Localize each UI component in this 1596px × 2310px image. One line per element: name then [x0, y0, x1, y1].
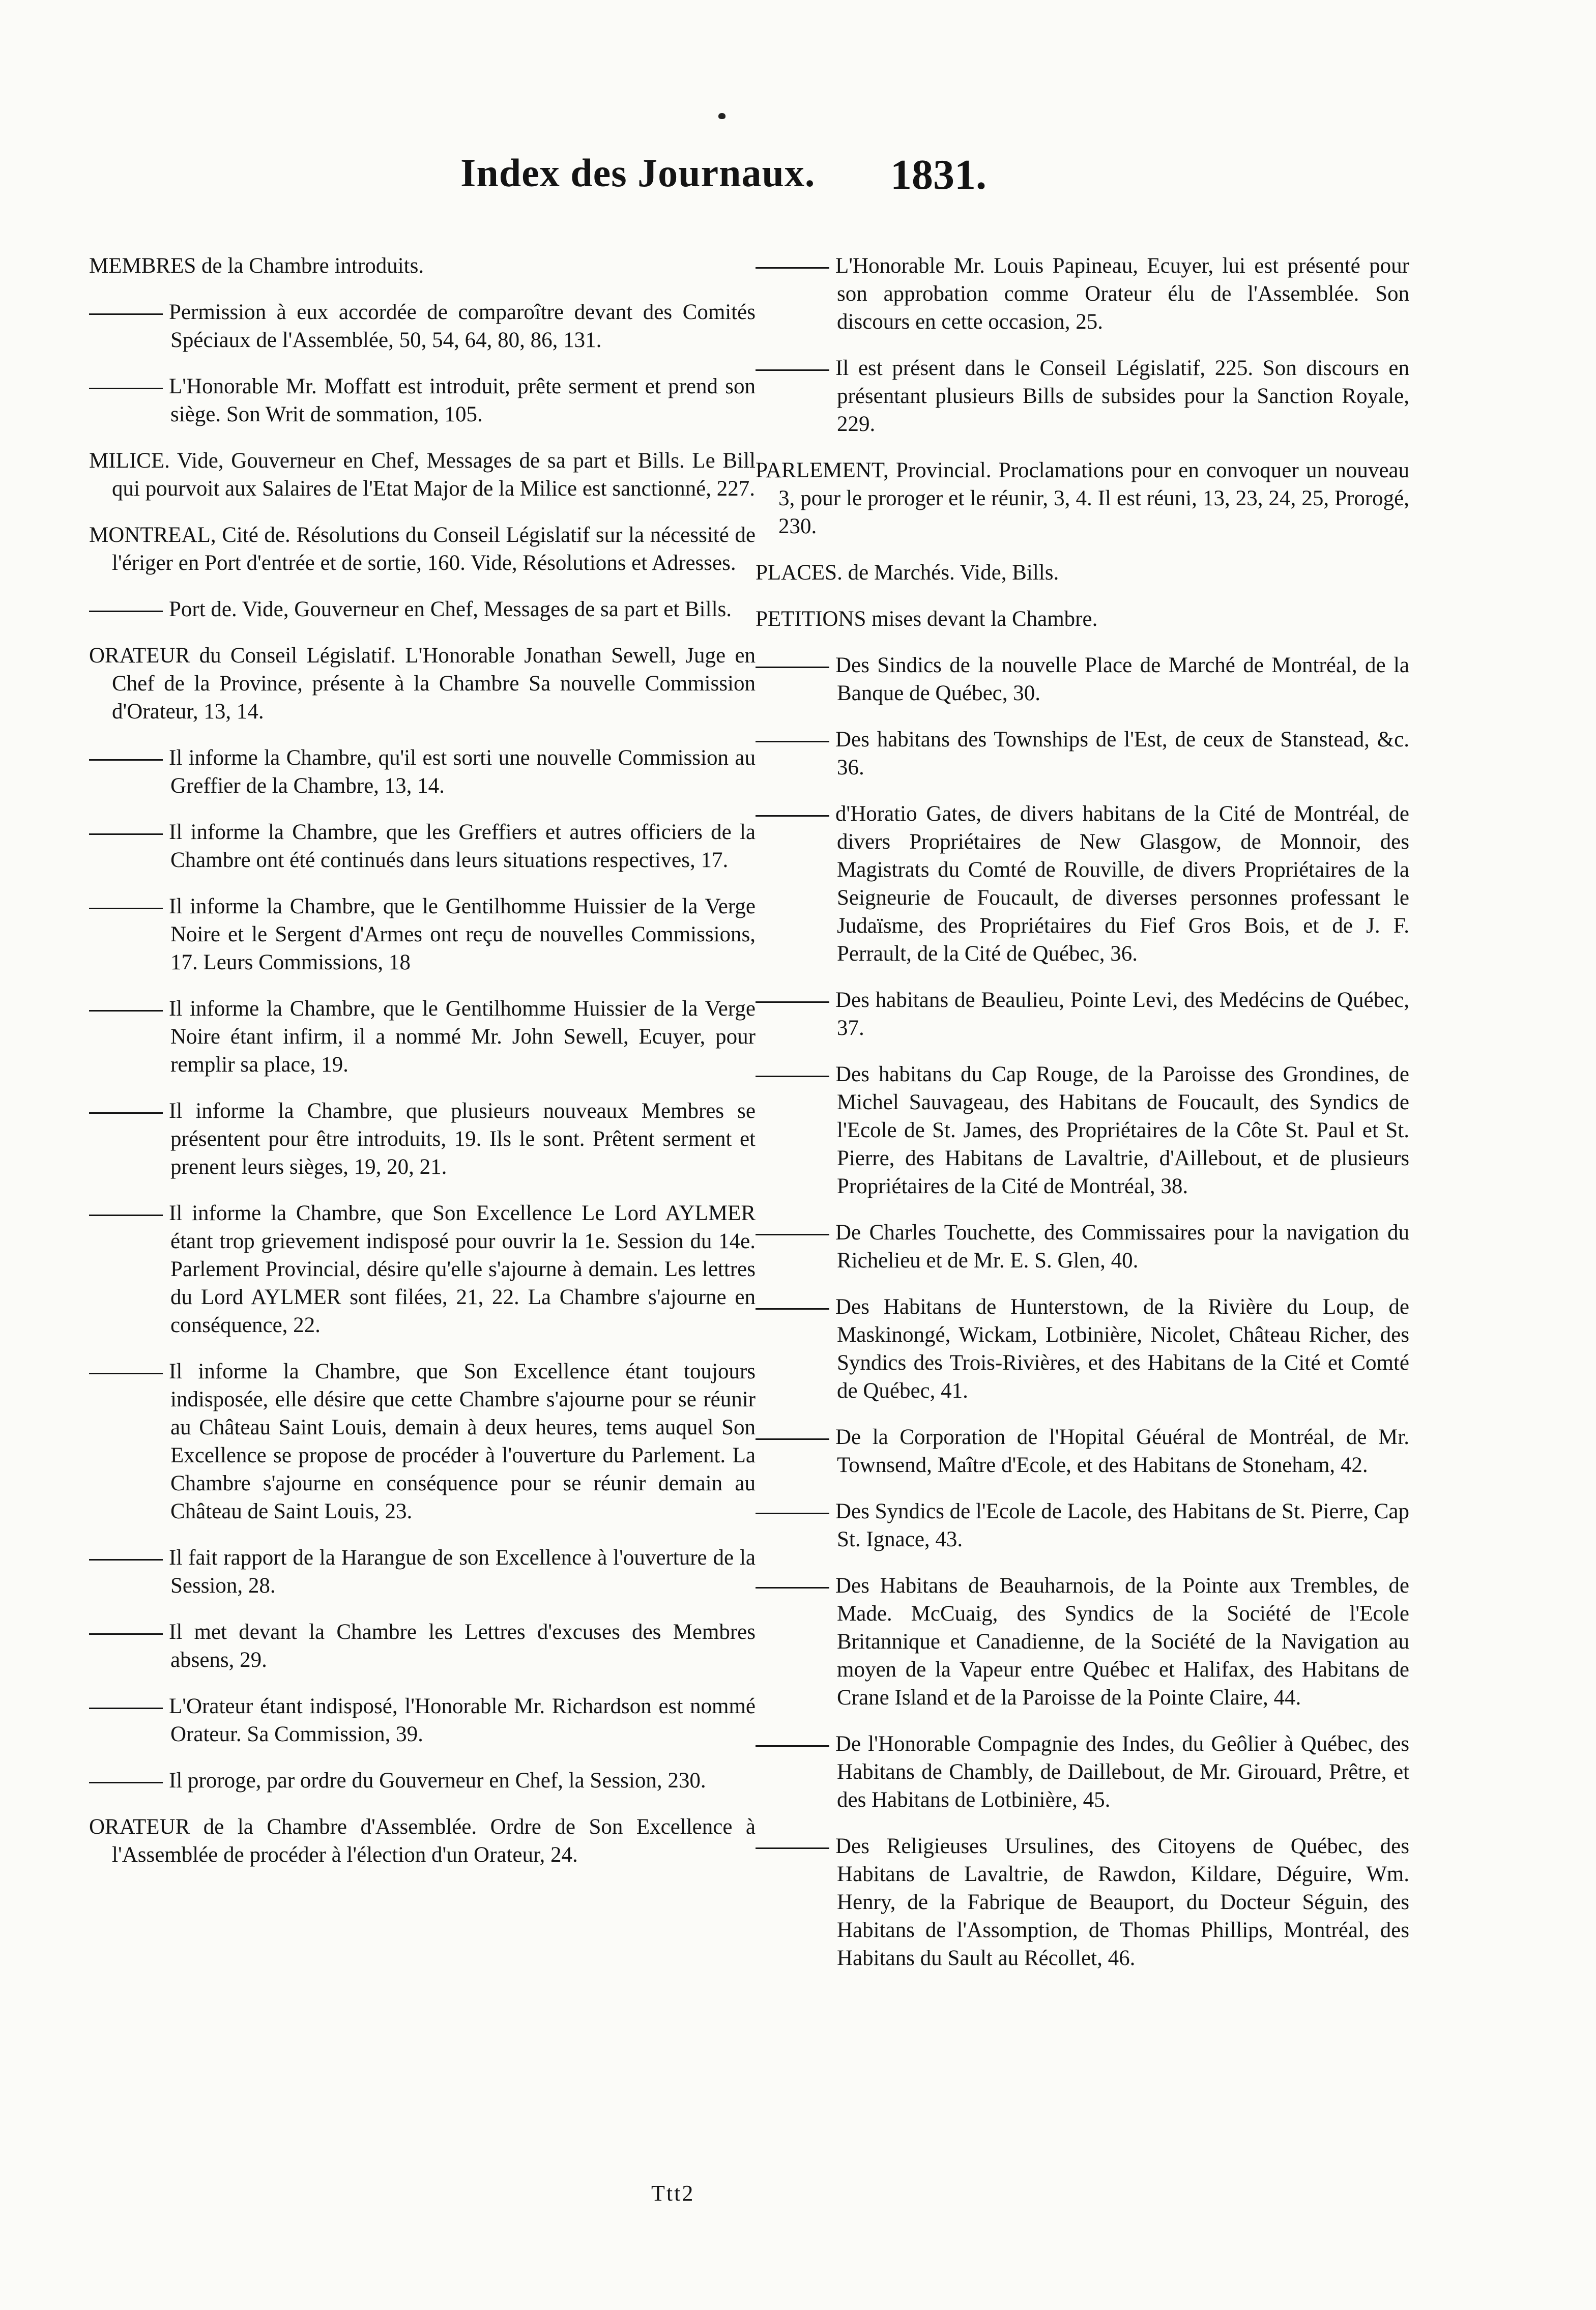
entry-heading: MONTREAL,	[89, 523, 216, 547]
entry-text: Il informe la Chambre, que Son Excellence étant toujours indisposée, elle désire que cette Chambre s'ajourne pour se réunir au Château Saint Louis, demain à deux heures, tems auquel Son Excellence se propose de procéder à l'ouverture du Parlement. La Chambre s'ajourne en conséquence pour se réunir demain au Château de Saint Louis, 23.	[169, 1360, 756, 1523]
entry-text: Des Sindics de la nouvelle Place de Marché de Montréal, de la Banque de Québec, 30.	[835, 653, 1409, 705]
index-entry	[89, 447, 756, 503]
entry-text: L'Orateur étant indisposé, l'Honorable Mr. Richardson est nommé Orateur. Sa Commission, 39.	[169, 1694, 756, 1746]
index-entry	[756, 1497, 1409, 1553]
entry-text: Provincial. Proclamations pour en convoquer un nouveau 3, pour le proroger et le réunir, 3, 4. Il est réuni, 13, 23, 24, 25, Prorogé, 230.	[778, 458, 1409, 538]
ditto-dash	[756, 741, 829, 742]
index-entry	[89, 252, 756, 280]
entry-text: Des Syndics de l'Ecole de Lacole, des Habitans de St. Pierre, Cap St. Ignace, 43.	[835, 1499, 1409, 1551]
entry-text: Port de. Vide, Gouverneur en Chef, Messages de sa part et Bills.	[169, 597, 732, 621]
entry-text: de Marchés. Vide, Bills.	[842, 561, 1059, 585]
page-title: Index des Journaux.	[460, 151, 816, 195]
index-entry	[89, 1692, 756, 1748]
ditto-dash	[756, 1076, 829, 1077]
entry-text: Il met devant la Chambre les Lettres d'excuses des Membres absens, 29.	[169, 1620, 756, 1672]
entry-text: Il informe la Chambre, qu'il est sorti une nouvelle Commission au Greffier de la Chambre, 13, 14.	[169, 746, 756, 798]
left-column	[89, 252, 756, 1887]
index-entry	[89, 298, 756, 354]
entry-text: Des habitans de Beaulieu, Pointe Levi, des Medécins de Québec, 37.	[835, 988, 1409, 1040]
index-entry	[89, 1358, 756, 1525]
index-entry	[89, 521, 756, 577]
ditto-dash	[89, 1373, 163, 1374]
entry-text: Il informe la Chambre, que le Gentilhomme Huissier de la Verge Noire et le Sergent d'Armes ont reçu de nouvelles Commissions, 17. Leurs Commissions, 18	[169, 894, 756, 974]
ditto-dash	[89, 759, 163, 761]
ditto-dash	[89, 313, 163, 315]
entry-heading: MEMBRES	[89, 254, 196, 278]
entry-text: de la Chambre d'Assemblée. Ordre de Son Excellence à l'Assemblée de procéder à l'élection d'un Orateur, 24.	[112, 1815, 756, 1867]
page-header	[0, 150, 1596, 216]
ditto-dash	[89, 833, 163, 835]
index-entry	[89, 372, 756, 428]
index-entry	[89, 1767, 756, 1795]
index-entry	[89, 1097, 756, 1181]
index-entry	[89, 1199, 756, 1339]
ditto-dash	[756, 815, 829, 817]
entry-text: De la Corporation de l'Hopital Géuéral de Montréal, de Mr. Townsend, Maître d'Ecole, et des Habitans de Stoneham, 42.	[835, 1425, 1409, 1477]
ditto-dash	[756, 1438, 829, 1440]
entry-heading: MILICE.	[89, 449, 170, 473]
ditto-dash	[89, 1633, 163, 1635]
index-entry	[89, 744, 756, 800]
index-entry	[756, 605, 1409, 633]
entry-text: Il proroge, par ordre du Gouverneur en Chef, la Session, 230.	[169, 1769, 706, 1793]
ditto-dash	[89, 1010, 163, 1012]
entry-text: Vide, Gouverneur en Chef, Messages de sa part et Bills. Le Bill qui pourvoit aux Salaires de l'Etat Major de la Milice est sanctionné, 227.	[112, 449, 756, 501]
index-entry	[756, 252, 1409, 336]
entry-text: L'Honorable Mr. Louis Papineau, Ecuyer, lui est présenté pour son approbation comme Orateur élu de l'Assemblée. Son discours en cette occasion, 25.	[835, 254, 1409, 334]
index-entry	[756, 354, 1409, 438]
ditto-dash	[756, 1745, 829, 1747]
page-year: 1831.	[890, 151, 986, 198]
entry-text: de la Chambre introduits.	[196, 254, 424, 278]
signature-mark: Ttt2	[651, 2181, 695, 2206]
entry-heading: ORATEUR	[89, 644, 190, 668]
entry-text: De Charles Touchette, des Commissaires pour la navigation du Richelieu et de Mr. E. S. Glen, 40.	[835, 1221, 1409, 1273]
index-entry	[89, 995, 756, 1079]
entry-heading: PETITIONS	[756, 607, 866, 631]
entry-text: Il informe la Chambre, que plusieurs nouveaux Membres se présentent pour être introduits, 19. Ils le sont. Prêtent serment et prenent leurs sièges, 19, 20, 21.	[169, 1099, 756, 1179]
ditto-dash	[756, 369, 829, 371]
index-entry	[756, 1219, 1409, 1275]
ditto-dash	[89, 388, 163, 389]
entry-text: Il informe la Chambre, que Son Excellence Le Lord AYLMER étant trop grievement indisposé pour ouvrir la 1e. Session du 14e. Parlement Provincial, désire qu'elle s'ajourne à demain. Les lettres du Lord AYLMER sont filées, 21, 22. La Chambre s'ajourne en conséquence, 22.	[169, 1201, 756, 1337]
index-entry	[756, 456, 1409, 540]
index-entry	[89, 818, 756, 874]
index-entry	[89, 595, 756, 623]
index-entry	[89, 1813, 756, 1869]
entry-text: Des Habitans de Hunterstown, de la Rivière du Loup, de Maskinongé, Wickam, Lotbinière, Nicolet, Château Richer, des Syndics des Trois-Rivières, et des Habitans de la Cité et Comté de Québec, 41.	[835, 1295, 1409, 1403]
index-entry	[756, 800, 1409, 968]
entry-text: Il fait rapport de la Harangue de son Excellence à l'ouverture de la Session, 28.	[169, 1546, 756, 1598]
entry-text: Il informe la Chambre, que le Gentilhomme Huissier de la Verge Noire étant infirm, il a nommé Mr. John Sewell, Ecuyer, pour remplir sa place, 19.	[169, 997, 756, 1077]
index-entry	[89, 642, 756, 726]
entry-text: mises devant la Chambre.	[866, 607, 1098, 631]
ditto-dash	[89, 1782, 163, 1783]
entry-text: Il informe la Chambre, que les Greffiers et autres officiers de la Chambre ont été continués dans leurs situations respectives, 17.	[169, 820, 756, 872]
ditto-dash	[89, 1215, 163, 1216]
ditto-dash	[89, 1112, 163, 1114]
ditto-dash	[756, 1001, 829, 1003]
ditto-dash	[89, 1559, 163, 1561]
entry-text: Des habitans du Cap Rouge, de la Paroisse des Grondines, de Michel Sauvageau, des Habitans de Foucault, des Syndics de l'Ecole de St. James, des Propriétaires de la Côte St. Paul et St. Pierre, des Habitans de Lavaltrie, d'Aillebout, et de plusieurs Propriétaires de la Cité de Montréal, 38.	[835, 1062, 1409, 1198]
entry-text: Cité de. Résolutions du Conseil Législatif sur la nécessité de l'ériger en Port d'entrée et de sortie, 160. Vide, Résolutions et Adresses.	[112, 523, 756, 575]
index-entry	[756, 559, 1409, 587]
index-entry	[756, 1293, 1409, 1405]
entry-text: Permission à eux accordée de comparoître devant des Comités Spéciaux de l'Assemblée, 50, 54, 64, 80, 86, 131.	[169, 300, 756, 352]
entry-text: L'Honorable Mr. Moffatt est introduit, prête serment et prend son siège. Son Writ de sommation, 105.	[169, 374, 756, 426]
entry-text: Des Religieuses Ursulines, des Citoyens de Québec, des Habitans de Lavaltrie, de Rawdon, Kildare, Déguire, Wm. Henry, de la Fabrique de Beauport, du Docteur Séguin, des Habitans de l'Assomption, de Thomas Phillips, Montréal, des Habitans du Sault au Récollet, 46.	[835, 1834, 1409, 1970]
right-column	[756, 252, 1409, 1990]
entry-text: d'Horatio Gates, de divers habitans de la Cité de Montréal, de divers Propriétaires de New Glasgow, de Monnoir, des Magistrats du Comté de Rouville, de divers Propriétaires de la Seigneurie de Foucault, de diverses personnes professant le Judaïsme, des Propriétaires du Fief Gros Bois, et de J. F. Perrault, de la Cité de Québec, 36.	[835, 802, 1409, 966]
entry-text: Des Habitans de Beauharnois, de la Pointe aux Trembles, de Made. McCuaig, des Syndics de la Société de l'Ecole Britannique et Canadienne, de la Société de la Navigation au moyen de la Vapeur entre Québec et Halifax, des Habitans de Crane Island et de la Paroisse de la Pointe Claire, 44.	[835, 1574, 1409, 1710]
ditto-dash	[756, 1308, 829, 1310]
ditto-dash	[756, 1513, 829, 1514]
index-entry	[89, 1544, 756, 1600]
index-entry	[756, 1572, 1409, 1712]
index-entry	[89, 1618, 756, 1674]
index-entry	[756, 986, 1409, 1042]
entry-text: du Conseil Législatif. L'Honorable Jonathan Sewell, Juge en Chef de la Province, présente à la Chambre Sa nouvelle Commission d'Orateur, 13, 14.	[112, 644, 756, 724]
index-entry	[756, 1730, 1409, 1814]
ditto-dash	[89, 611, 163, 612]
entry-heading: ORATEUR	[89, 1815, 190, 1839]
index-entry	[756, 1060, 1409, 1200]
index-entry	[756, 1832, 1409, 1972]
ditto-dash	[756, 667, 829, 668]
entry-text: Des habitans des Townships de l'Est, de ceux de Stanstead, &c. 36.	[835, 728, 1409, 779]
page-ornament	[718, 113, 726, 119]
ditto-dash	[756, 1234, 829, 1235]
ditto-dash	[756, 1847, 829, 1849]
entry-heading: PARLEMENT,	[756, 458, 889, 482]
ditto-dash	[89, 908, 163, 909]
entry-text: Il est présent dans le Conseil Législatif, 225. Son discours en présentant plusieurs Bills de subsides pour la Sanction Royale, 229.	[835, 356, 1409, 436]
index-entry	[756, 726, 1409, 782]
index-entry	[756, 651, 1409, 707]
ditto-dash	[756, 267, 829, 269]
ditto-dash	[89, 1708, 163, 1709]
entry-heading: PLACES.	[756, 561, 843, 585]
index-entry	[89, 892, 756, 976]
index-entry	[756, 1423, 1409, 1479]
entry-text: De l'Honorable Compagnie des Indes, du Geôlier à Québec, des Habitans de Chambly, de Daillebout, de Mr. Girouard, Prêtre, et des Habitans de Lotbinière, 45.	[835, 1732, 1409, 1812]
ditto-dash	[756, 1587, 829, 1589]
